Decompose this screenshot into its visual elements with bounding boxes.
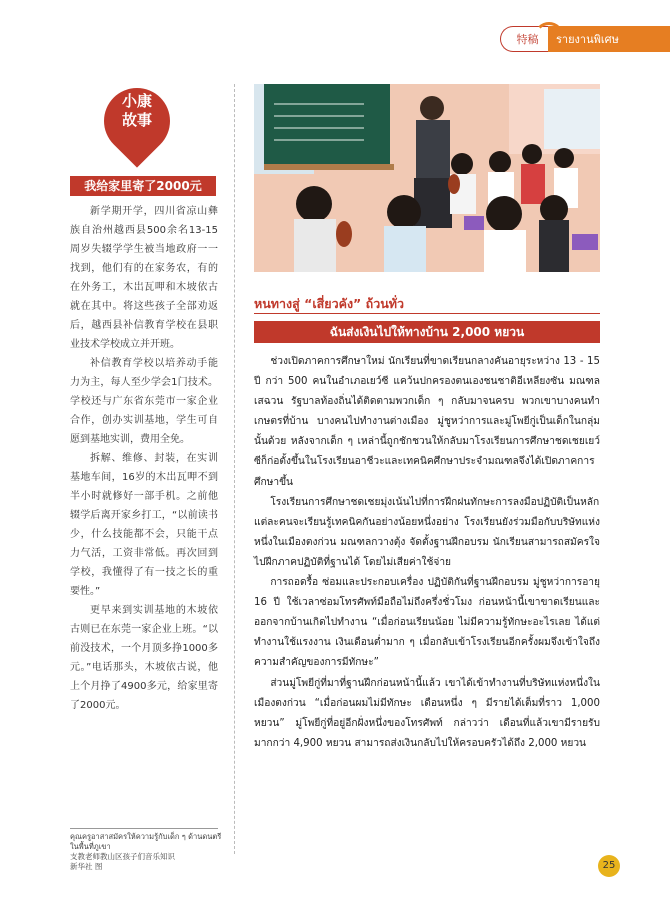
location-pin-point: [128, 150, 146, 162]
right-subheading: หนทางสู่ “เสี่ยวคัง” ถ้วนทั่ว: [254, 296, 405, 311]
left-paragraph: 补信教育学校以培养动手能力为主，每人至少学会1门技术。学校还与广东省东莞市一家企业合作，创办实训基地，学生可自愿到基地实训，费用全免。: [70, 358, 218, 445]
section-header: [500, 26, 670, 52]
story-badge-line: 故事: [121, 111, 152, 129]
page-number: 25: [598, 855, 620, 877]
left-paragraph: 更早来到实训基地的木坡依古则已在东莞一家企业上班。“以前没技术，一个月顶多挣1000多元。”电话那头，木坡依古说，他上个月挣了4900多元，给家里寄了2000元。: [70, 605, 218, 711]
caption-divider: [70, 828, 218, 829]
header-ring-decoration: [534, 22, 564, 52]
right-paragraph: การถอดรื้อ ซ่อมและประกอบเครื่อง ปฏิบัติกันที่ฐานฝึกอบรม มู่ชูหว่าการอายุ 16 ปี ใช้เวลาซ่อมโทรศัพท์มือถือไม่ถึงครึ่งชั่วโมง ก่อนหน้านี้เขาขาดเรียนและออกจากบ้านเกิดไปทำงาน “เมื่อก่อนเรียนน้อย ไม่มีความรู้ทักษะอะไรเลย ได้แต่ทำงานใช้แรงงาน เงินเดือนต่ำมาก ๆ เมื่อกลับเข้าโรงเรียนอีกครั้งผมจึงเข้าใจถึงความสำคัญของการมีทักษะ”: [254, 577, 600, 669]
caption-credit: 新华社 图: [70, 862, 103, 871]
section-tag-chinese: 特稿: [500, 26, 548, 52]
section-tag-thai: รายงานพิเศษ: [548, 26, 670, 52]
subheading-rule: [254, 313, 600, 314]
photo-illustration: [254, 84, 600, 272]
story-badge-line: 小康: [121, 92, 152, 110]
left-paragraph: 新学期开学，四川省凉山彝族自治州越西县500余名13-15周岁失辍学学生被当地政府一一找到，他们有的在家务农，有的在外务工，木岀瓦呷和木坡依古就在其中。将这些孩子全部劝返后，越西县补信教育学校在县职业技术学校成立并开班。: [70, 206, 218, 350]
column-divider: [234, 84, 235, 854]
left-article-title: 我给家里寄了2000元: [70, 176, 216, 196]
classroom-music-photo: [254, 84, 600, 272]
story-badge: [104, 92, 170, 130]
caption-chinese: 支教老师教山区孩子们音乐知识: [70, 852, 175, 861]
photo-caption: [70, 832, 230, 872]
right-article-body: [254, 352, 600, 754]
right-article-title: ฉันส่งเงินไปให้ทางบ้าน 2,000 หยวน: [254, 321, 600, 343]
left-paragraph: 拆解、维修、封装，在实训基地车间，16岁的木岀瓦呷不到半小时就修好一部手机。之前他辍学后离开家乡打工，“以前读书少，什么技能都不会，只能干点力气活，工资非常低。再次回到学校，我懂得了有一技之长的重要性。”: [70, 453, 218, 597]
left-article-body: [70, 202, 218, 715]
right-paragraph: โรงเรียนการศึกษาชดเชยมุ่งเน้นไปที่การฝึกฝนทักษะการลงมือปฏิบัติเป็นหลัก แต่ละคนจะเรียนรู้เทคนิคกันอย่างน้อยหนึ่งอย่าง โรงเรียนยังร่วมมือกับบริษัทแห่งหนึ่งในเมืองตงก่วน มณฑลกวางตุ้ง จัดตั้งฐานฝึกอบรม นักเรียนสามารถสมัครใจไปฝึกภาคปฏิบัติที่ฐานได้ โดยไม่เสียค่าใช้จ่าย: [254, 496, 600, 568]
caption-thai: คุณครูอาสาสมัครให้ความรู้กับเด็ก ๆ ด้านดนตรีในพื้นที่ภูเขา: [70, 832, 222, 851]
right-paragraph: ส่วนมู่โพยีกู่ที่มาที่ฐานฝึกก่อนหน้านี้แล้ว เขาได้เข้าทำงานที่บริษัทแห่งหนึ่งในเมืองตงก่วน “เมื่อก่อนผมไม่มีทักษะ เดือนหนึ่ง ๆ มีรายได้เต็มที่ราว 1,000 หยวน” มู่โพยีกู่ที่อยู่อีกฝั่งหนึ่งของโทรศัพท์ กล่าวว่า เดือนที่แล้วเขามีรายรับมากกว่า 4,900 หยวน สามารถส่งเงินกลับไปให้ครอบครัวได้ถึง 2,000 หยวน: [254, 677, 600, 749]
right-paragraph: ช่วงเปิดภาคการศึกษาใหม่ นักเรียนที่ขาดเรียนกลางคันอายุระหว่าง 13 - 15 ปี กว่า 500 คนในอำเภอเยว์ซี แคว้นปกครองตนเองชนชาติอีเหลียงซัน มณฑลเสฉวน รัฐบาลท้องถิ่นได้ติดตามพวกเด็ก ๆ กลับมาจนครบ พวกเขาบางคนทำเกษตรที่บ้าน บางคนไปทำงานต่างเมือง มู่ชูหว่าการและมู่โพยีกู่เป็นเด็กในกลุ่มนั้นด้วย หลังจากเด็ก ๆ เหล่านี้ถูกชักชวนให้กลับมาโรงเรียนการศึกษาชดเชยเยว์ซีก็ก่อตั้งขึ้นในโรงเรียนอาชีวะและเทคนิคศึกษาประจำมณฑลจึงได้เปิดภาคการศึกษาขึ้น: [254, 356, 600, 488]
